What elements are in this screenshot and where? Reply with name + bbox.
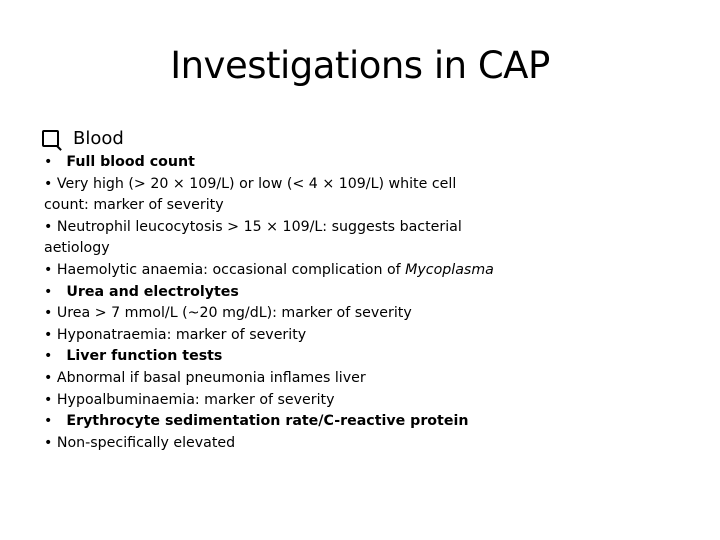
list-item: • Haemolytic anaemia: occasional complication of Mycoplasma xyxy=(44,261,494,278)
list-item: • Very high (> 20 × 109/L) or low (< 4 × 109/L) white cell xyxy=(44,175,457,192)
section-heading xyxy=(42,128,124,149)
subheading-full-blood-count: • Full blood count xyxy=(44,154,195,170)
list-item: • Hyponatraemia: marker of severity xyxy=(44,326,307,343)
list-item: • Non-specifically elevated xyxy=(44,434,236,451)
subheading-esr-crp: • Erythrocyte sedimentation rate/C-reactive protein xyxy=(44,413,469,430)
section-label: Blood xyxy=(73,128,124,149)
list-item: • Neutrophil leucocytosis > 15 × 109/L: suggests bacterial xyxy=(44,218,462,235)
list-item-continuation: count: marker of severity xyxy=(44,197,224,214)
slide-title: Investigations in CAP xyxy=(170,44,550,87)
checkbox-bullet-icon xyxy=(42,130,59,147)
italic-term: Mycoplasma xyxy=(405,261,494,278)
bullet-icon: • xyxy=(44,283,53,300)
list-item-continuation: aetiology xyxy=(44,240,110,257)
content-list xyxy=(44,152,684,454)
bullet-icon: • xyxy=(44,348,53,365)
list-item: • Hypoalbuminaemia: marker of severity xyxy=(44,391,335,408)
bullet-icon: • xyxy=(44,413,53,430)
subheading-urea-electrolytes: • Urea and electrolytes xyxy=(44,283,239,300)
bullet-icon: • xyxy=(44,154,53,170)
list-item: • Abnormal if basal pneumonia inflames liver xyxy=(44,369,366,386)
list-item: • Urea > 7 mmol/L (~20 mg/dL): marker of severity xyxy=(44,305,412,322)
subheading-liver-function: • Liver function tests xyxy=(44,348,223,365)
